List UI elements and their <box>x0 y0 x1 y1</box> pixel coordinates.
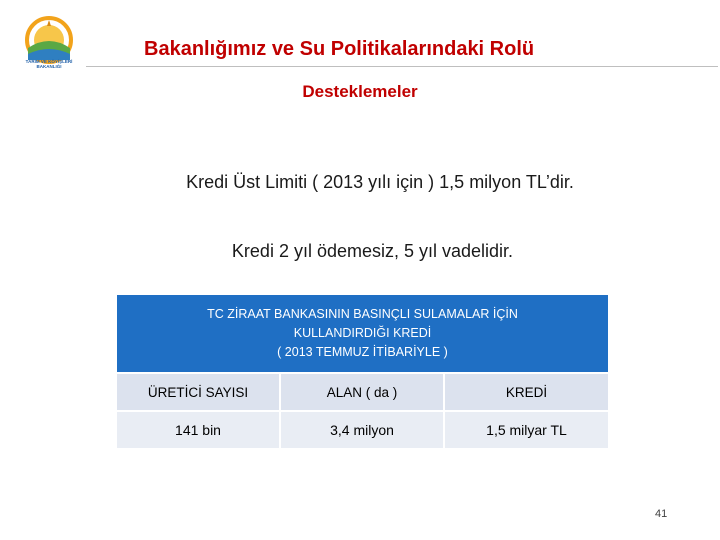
table-cell: 3,4 milyon <box>279 412 443 448</box>
table-caption-line: TC ZİRAAT BANKASININ BASINÇLI SULAMALAR İÇİN <box>207 307 518 321</box>
title-divider <box>86 66 718 67</box>
table-row <box>117 412 608 448</box>
credit-terms-text: Kredi 2 yıl ödemesiz, 5 yıl vadelidir. <box>231 241 514 261</box>
credit-table <box>117 374 608 450</box>
table-caption-line: KULLANDIRDIĞI KREDİ <box>293 326 432 340</box>
logo-text: TARIM VE KÖYİŞLERİ BAKANLIĞI <box>25 59 73 69</box>
table-cell: 141 bin <box>175 422 221 438</box>
credit-limit-text: Kredi Üst Limiti ( 2013 yılı için ) 1,5 milyon TL’dir. <box>186 172 574 192</box>
section-subtitle: Desteklemeler <box>302 82 418 101</box>
page-number: 41 <box>655 508 668 520</box>
table-header-row <box>117 374 608 410</box>
table-cell: 1,5 milyar TL <box>443 412 608 448</box>
table-caption-line: ( 2013 TEMMUZ İTİBARİYLE ) <box>277 345 448 359</box>
table-caption <box>117 295 608 372</box>
column-header: KREDİ <box>443 374 608 410</box>
column-header: ÜRETİCİ SAYISI <box>147 384 249 400</box>
page-title: Bakanlığımız ve Su Politikalarındaki Rolü <box>144 38 535 60</box>
column-header: ALAN ( da ) <box>279 374 443 410</box>
